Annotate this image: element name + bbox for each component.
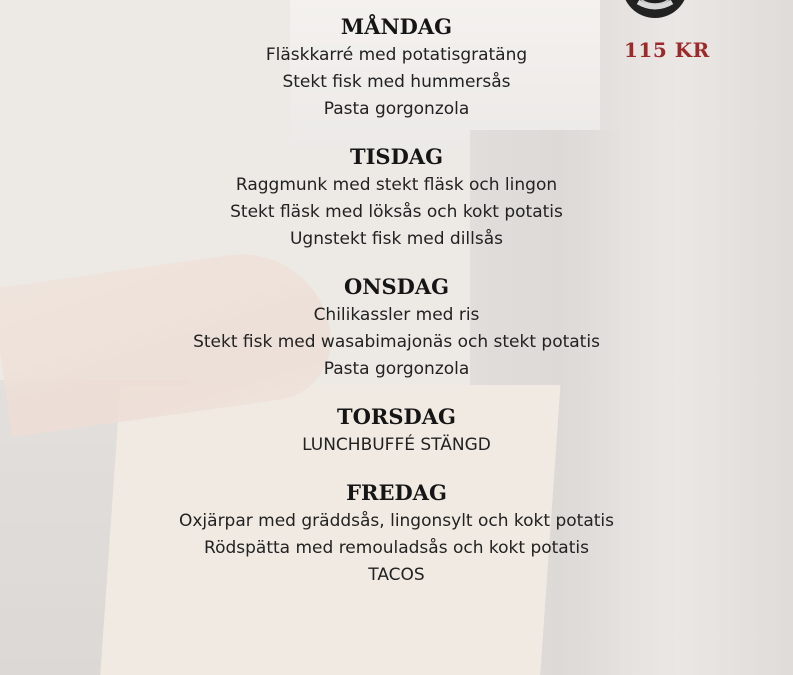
dish-item: Pasta gorgonzola xyxy=(323,99,470,119)
day-heading: TISDAG xyxy=(349,144,444,169)
day-section-friday xyxy=(0,478,793,589)
day-section-thursday xyxy=(0,402,793,459)
dish-item: Stekt fisk med wasabimajonäs och stekt potatis xyxy=(193,332,600,352)
day-section-tuesday xyxy=(0,142,793,253)
dish-item: Ugnstekt fisk med dillsås xyxy=(289,229,504,249)
day-heading: FREDAG xyxy=(346,480,447,505)
dish-item: Stekt fisk med hummersås xyxy=(282,72,511,92)
dish-item: Fläskkarré med potatisgratäng xyxy=(265,45,528,65)
dish-item: Stekt fläsk med löksås och kokt potatis xyxy=(230,202,563,222)
dish-item: LUNCHBUFFÉ STÄNGD xyxy=(302,435,491,455)
day-heading: ONSDAG xyxy=(343,274,450,299)
day-section-wednesday xyxy=(0,272,793,383)
lunch-price: 115 KR xyxy=(624,38,710,62)
dish-item: Oxjärpar med gräddsås, lingonsylt och kokt potatis xyxy=(178,511,614,531)
weekly-menu xyxy=(0,12,793,589)
day-heading: MÅNDAG xyxy=(340,14,453,39)
dish-item: Rödspätta med remouladsås och kokt potatis xyxy=(204,538,589,558)
dish-item: Chilikassler med ris xyxy=(313,305,480,325)
day-section-monday xyxy=(0,12,793,123)
dish-item: Pasta gorgonzola xyxy=(323,359,470,379)
dish-item: Raggmunk med stekt fläsk och lingon xyxy=(235,175,558,195)
dish-item: TACOS xyxy=(368,565,425,585)
day-heading: TORSDAG xyxy=(337,404,456,429)
